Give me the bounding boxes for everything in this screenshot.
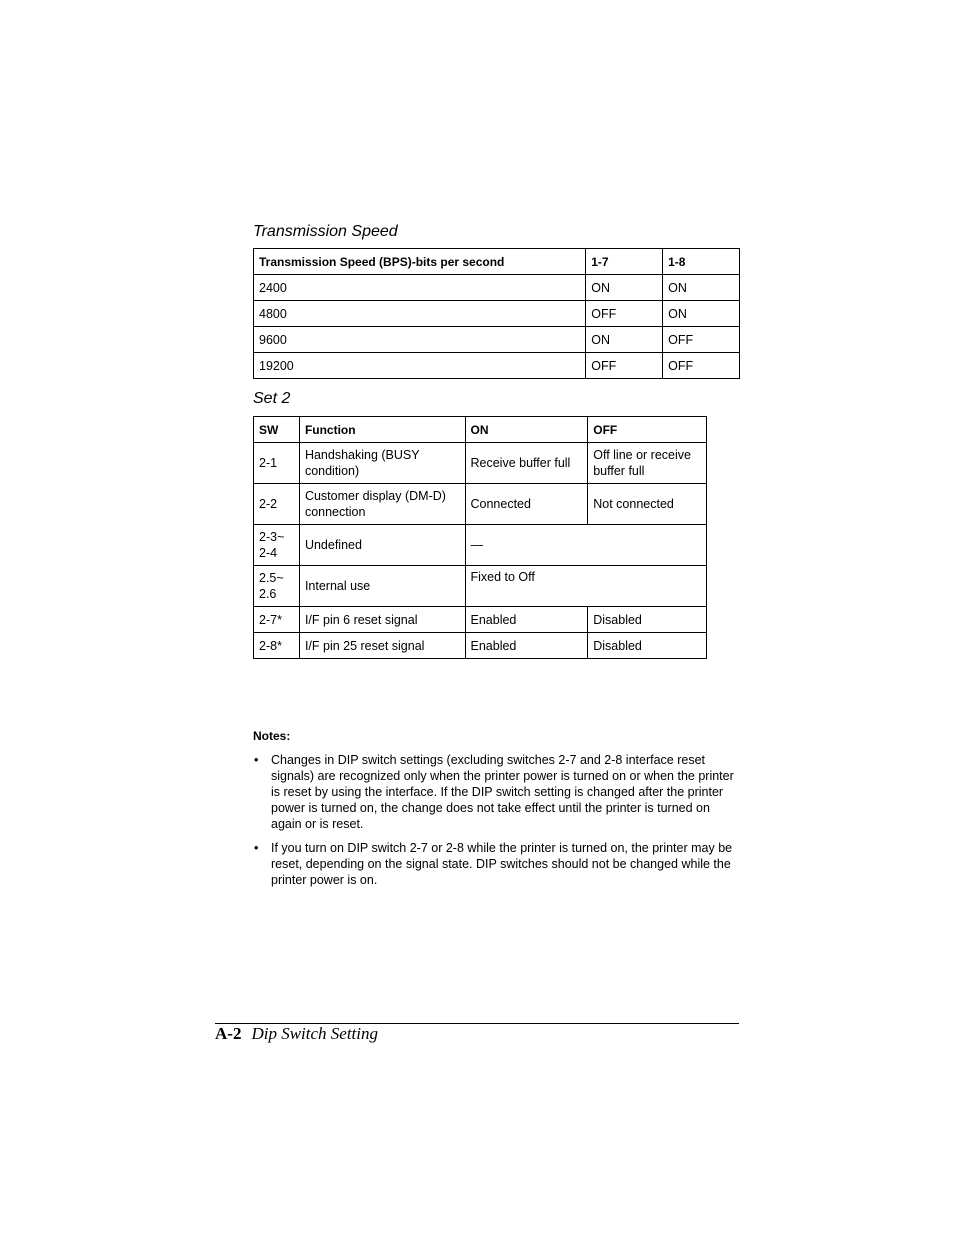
merged-setting-cell: —: [465, 525, 707, 566]
off-cell: Disabled: [588, 607, 707, 633]
sw-cell: 2-1: [254, 443, 300, 484]
table-header-row: [254, 417, 707, 443]
speed-cell: 4800: [254, 301, 586, 327]
transmission-speed-table: [253, 248, 740, 379]
transmission-speed-heading: Transmission Speed: [253, 223, 398, 240]
notes-list: [253, 752, 740, 896]
switch-1-7-cell: OFF: [586, 301, 663, 327]
off-cell: Disabled: [588, 633, 707, 659]
function-cell: I/F pin 25 reset signal: [299, 633, 465, 659]
table-row: [254, 443, 707, 484]
switch-1-7-cell: OFF: [586, 353, 663, 379]
set-2-table: [253, 416, 707, 659]
speed-cell: 9600: [254, 327, 586, 353]
table-row: [254, 301, 740, 327]
note-text: If you turn on DIP switch 2-7 or 2-8 while the printer is turned on, the printer may be reset, depending on the signal state. DIP switches should not be changed while the printer power is on.: [271, 841, 733, 887]
switch-1-7-cell: ON: [586, 275, 663, 301]
table-header-row: [254, 249, 740, 275]
on-cell: Enabled: [465, 607, 588, 633]
switch-1-7-cell: ON: [586, 327, 663, 353]
table-row: [254, 525, 707, 566]
column-header: SW: [254, 417, 300, 443]
set-2-heading: Set 2: [253, 390, 291, 407]
sw-cell: 2-2: [254, 484, 300, 525]
chapter-title: Dip Switch Setting: [251, 1024, 378, 1043]
list-item: [253, 840, 740, 888]
function-cell: I/F pin 6 reset signal: [299, 607, 465, 633]
bullet-icon: •: [254, 753, 259, 767]
notes-title: Notes:: [253, 729, 291, 743]
column-header: ON: [465, 417, 588, 443]
table-row: [254, 484, 707, 525]
off-cell: Not connected: [588, 484, 707, 525]
bullet-icon: •: [254, 841, 259, 855]
column-header: Transmission Speed (BPS)-bits per second: [254, 249, 586, 275]
on-cell: Connected: [465, 484, 588, 525]
off-cell: Off line or receive buffer full: [588, 443, 707, 484]
table-row: [254, 327, 740, 353]
table-row: [254, 275, 740, 301]
table-row: [254, 353, 740, 379]
function-cell: Internal use: [299, 566, 465, 607]
column-header: 1-7: [586, 249, 663, 275]
function-cell: Customer display (DM-D) connection: [299, 484, 465, 525]
on-cell: Enabled: [465, 633, 588, 659]
column-header: OFF: [588, 417, 707, 443]
switch-1-8-cell: ON: [663, 301, 740, 327]
sw-cell: 2-3~ 2-4: [254, 525, 300, 566]
function-cell: Undefined: [299, 525, 465, 566]
sw-cell: 2-7*: [254, 607, 300, 633]
note-text: Changes in DIP switch settings (excluding switches 2-7 and 2-8 interface reset signals) are recognized only when the printer power is turned on or when the printer is reset by using the interface. If the DIP switch setting is changed after the printer power is turned on, the change does not take effect until the printer is turned on again or is reset.: [271, 753, 734, 831]
column-header: Function: [299, 417, 465, 443]
list-item: [253, 752, 740, 832]
table-row: [254, 607, 707, 633]
speed-cell: 2400: [254, 275, 586, 301]
table-row: [254, 566, 707, 607]
speed-cell: 19200: [254, 353, 586, 379]
switch-1-8-cell: ON: [663, 275, 740, 301]
page-footer: [215, 1024, 378, 1044]
table-row: [254, 633, 707, 659]
sw-cell: 2.5~ 2.6: [254, 566, 300, 607]
switch-1-8-cell: OFF: [663, 353, 740, 379]
on-cell: Receive buffer full: [465, 443, 588, 484]
switch-1-8-cell: OFF: [663, 327, 740, 353]
page-number: A-2: [215, 1024, 242, 1043]
sw-cell: 2-8*: [254, 633, 300, 659]
column-header: 1-8: [663, 249, 740, 275]
function-cell: Handshaking (BUSY condition): [299, 443, 465, 484]
merged-setting-cell: Fixed to Off: [465, 566, 707, 607]
